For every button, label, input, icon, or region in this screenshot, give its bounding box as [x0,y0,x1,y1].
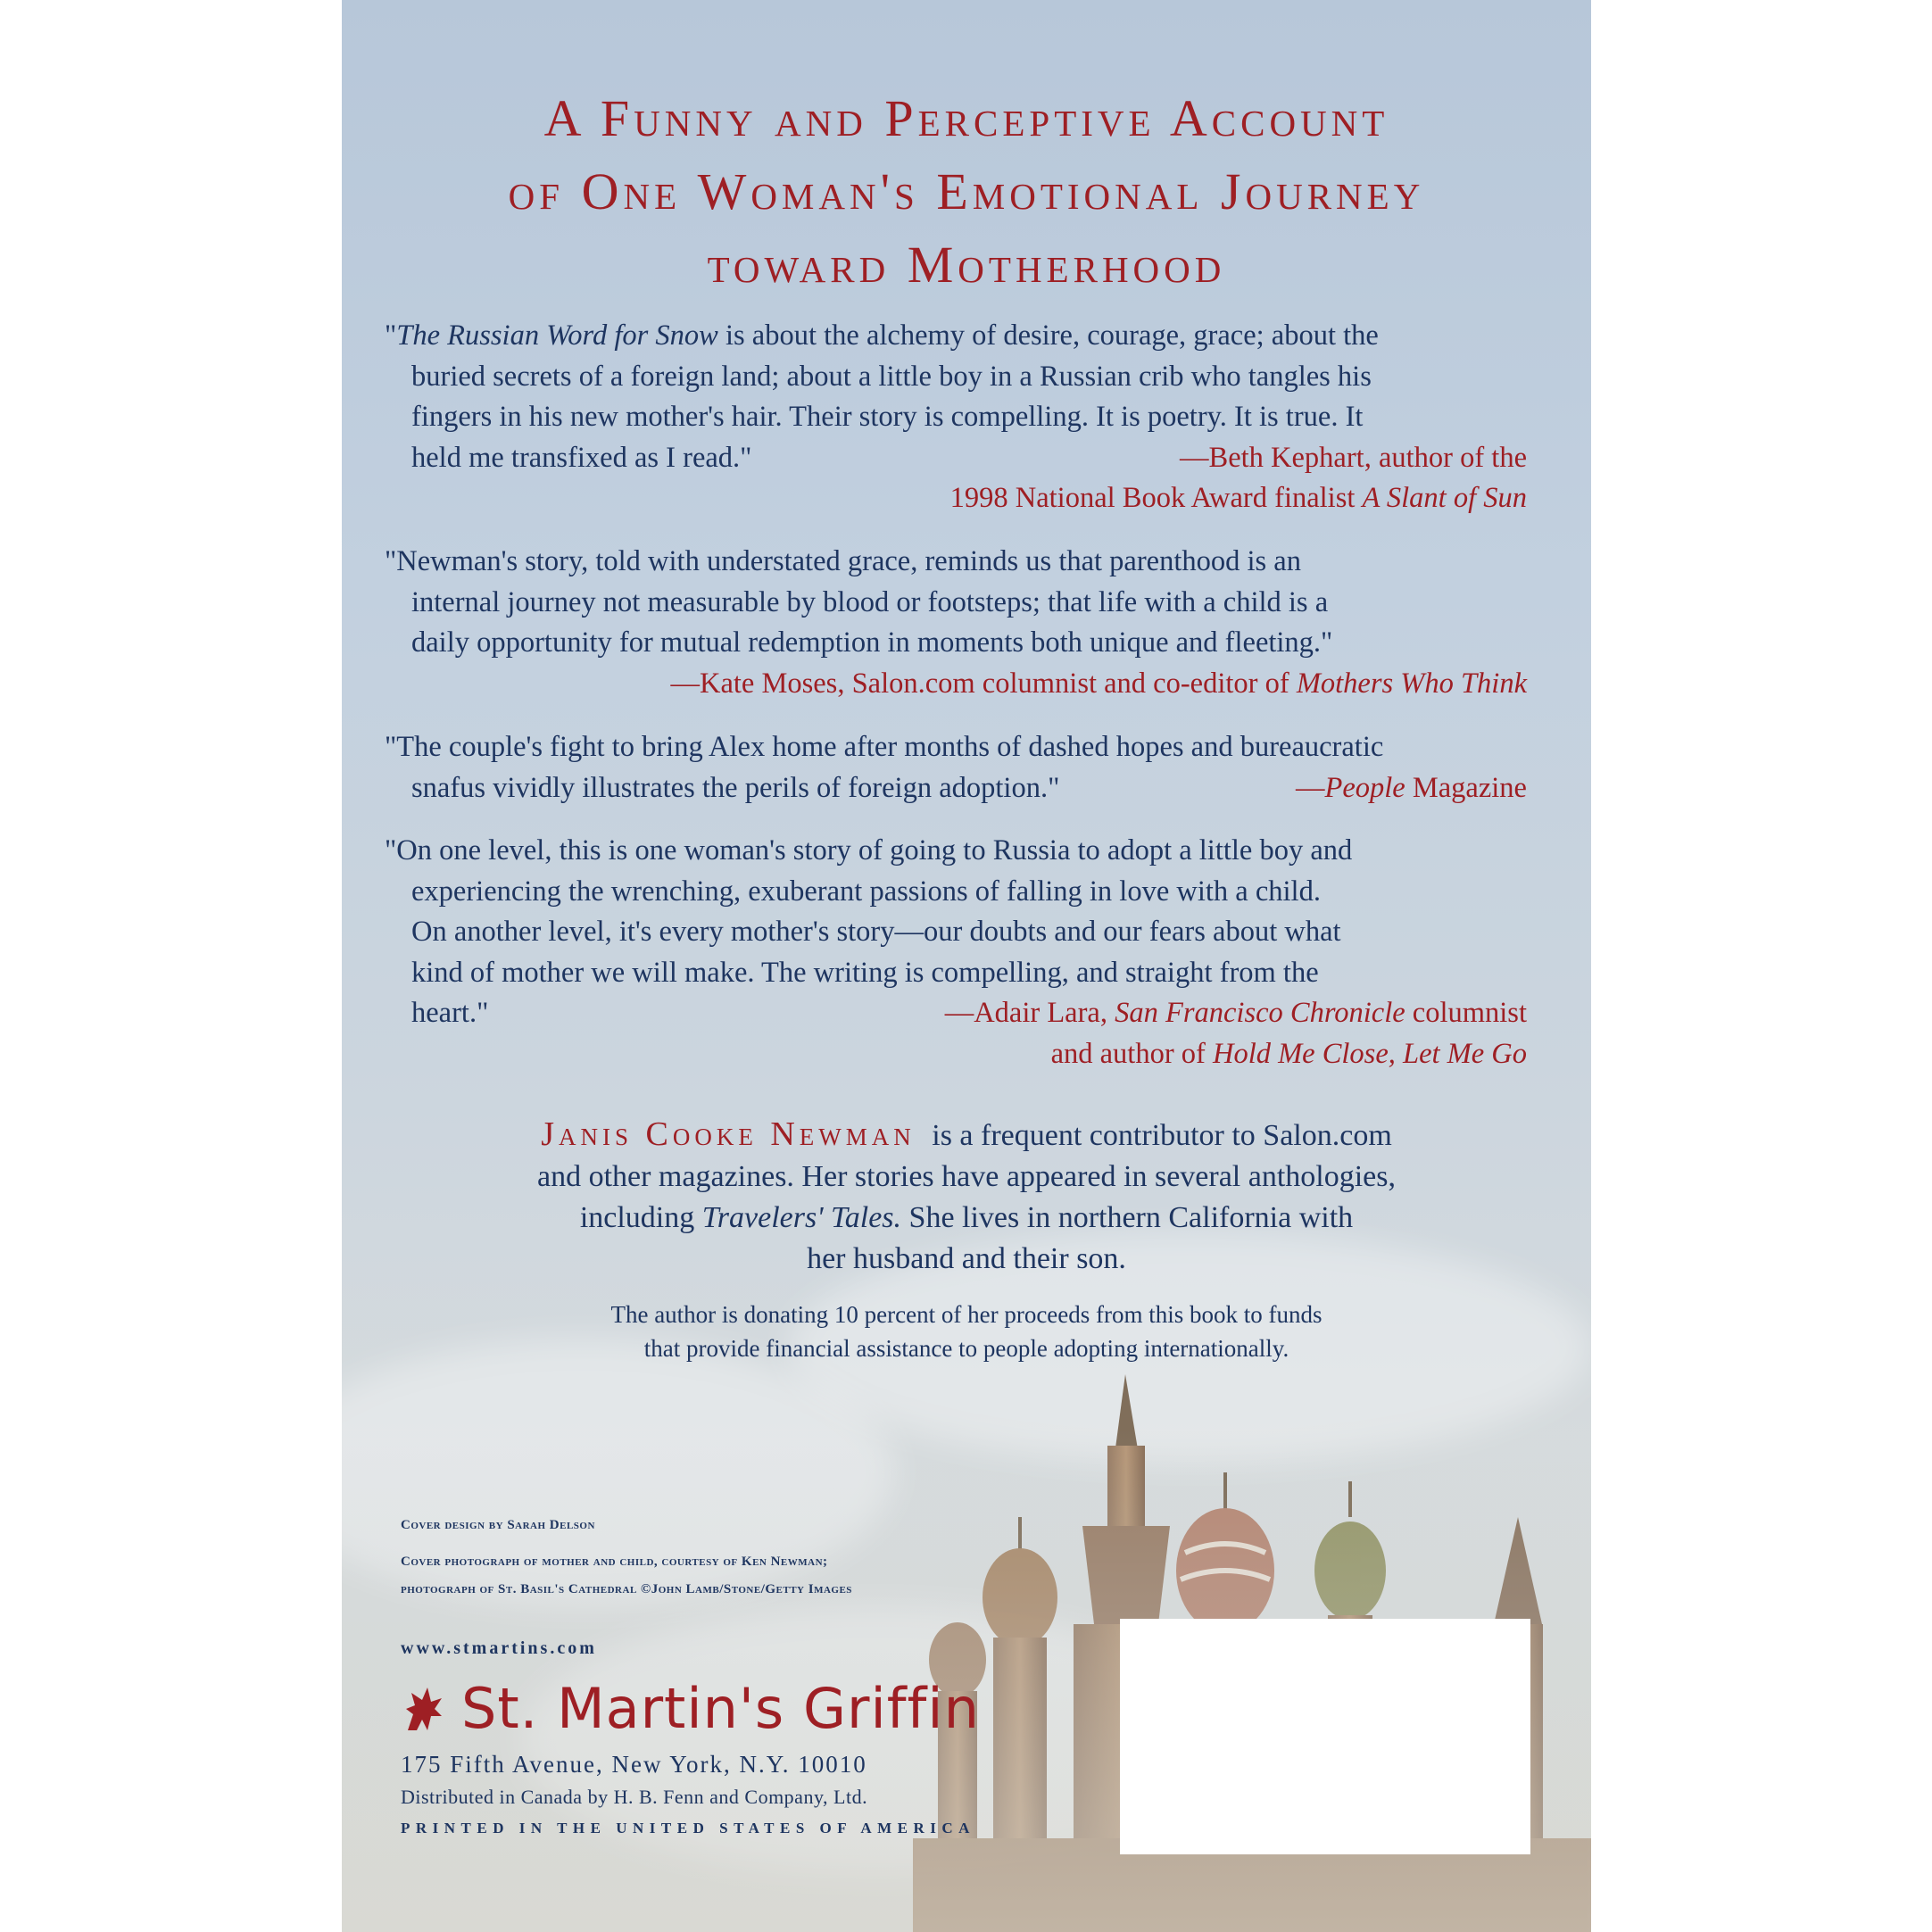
quote-text: "On one level, this is one woman's story of going to Russia to adopt a little boy and [385,834,1353,866]
photo-credit: Cover photograph of mother and child, courtesy of Ken Newman; [401,1555,828,1569]
review-quote-4 [385,831,1527,1074]
quote-text: buried secrets of a foreign land; about a little boy in a Russian crib who tangles his [411,360,1372,393]
quote-text: On another level, it's every mother's story—our doubts and our fears about what [411,916,1341,948]
quote-text: experiencing the wrenching, exuberant passions of falling in love with a child. [411,875,1321,908]
quote-text: held me transfixed as I read." [411,441,752,474]
quote-attribution-2: and author of Hold Me Close, Let Me Go [1050,1037,1527,1070]
publisher-logo [401,1676,980,1741]
publisher-website: www.stmartins.com [401,1638,597,1658]
headline-line-1: A Funny and Perceptive Account [543,89,1389,147]
distributor-note: Distributed in Canada by H. B. Fenn and Company, Ltd. [401,1786,868,1808]
quote-attribution: —People Magazine [1296,771,1527,804]
griffin-icon [401,1684,447,1734]
cover-design-credit: Cover design by Sarah Delson [401,1518,595,1532]
quote-attribution: —Beth Kephart, author of the [1180,441,1527,474]
publisher-address: 175 Fifth Avenue, New York, N.Y. 10010 [401,1751,867,1778]
quote-text: kind of mother we will make. The writing is compelling, and straight from the [411,956,1319,989]
quote-text: is about the alchemy of desire, courage, grace; about the [717,319,1379,352]
quote-attribution: —Kate Moses, Salon.com columnist and co-editor of Mothers Who Think [670,667,1527,700]
barcode-placeholder [1120,1619,1530,1854]
review-quote-3 [385,727,1527,808]
bio-text: is a frequent contributor to Salon.com [932,1119,1392,1152]
bio-text: her husband and their son. [807,1242,1126,1275]
back-cover [342,0,1591,1932]
quote-text: snafus vividly illustrates the perils of foreign adoption." [411,771,1060,804]
printed-in-note: PRINTED IN THE UNITED STATES OF AMERICA [401,1820,975,1837]
donation-text: The author is donating 10 percent of her proceeds from this book to funds [610,1301,1323,1328]
author-name: Janis Cooke Newman [541,1115,916,1153]
bio-text: and other magazines. Her stories have appeared in several anthologies, [536,1160,1396,1193]
quote-text: daily opportunity for mutual redemption in moments both unique and fleeting." [411,626,1333,659]
quote-attribution: —Adair Lara, San Francisco Chronicle columnist [944,997,1527,1029]
quote-text: "The couple's fight to bring Alex home after months of dashed hopes and bureaucratic [385,731,1384,763]
donation-note [342,1298,1591,1365]
quote-mark: " [385,319,397,352]
quote-text: heart." [411,997,489,1029]
bio-text: including Travelers' Tales. She lives in northern California with [579,1201,1354,1234]
review-quote-1 [385,316,1527,519]
headline-line-2: of One Woman's Emotional Journey [508,162,1425,220]
review-quote-2 [385,542,1527,704]
quote-text: "Newman's story, told with understated grace, reminds us that parenthood is an [385,545,1301,577]
headline-line-3: toward Motherhood [707,236,1226,294]
quote-text: internal journey not measurable by blood or footsteps; that life with a child is a [411,585,1329,618]
photo-credit: photograph of St. Basil's Cathedral ©John Lamb/Stone/Getty Images [401,1582,852,1596]
author-bio [342,1114,1591,1280]
book-title: The Russian Word for Snow [396,319,718,352]
publisher-name: St. Martin's Griffin [461,1676,980,1741]
quote-text: fingers in his new mother's hair. Their story is compelling. It is poetry. It is true. It [411,401,1364,433]
headline [342,82,1591,302]
quote-attribution-2: 1998 National Book Award finalist A Slant of Sun [949,482,1527,514]
donation-text: that provide financial assistance to people adopting internationally. [643,1335,1289,1362]
